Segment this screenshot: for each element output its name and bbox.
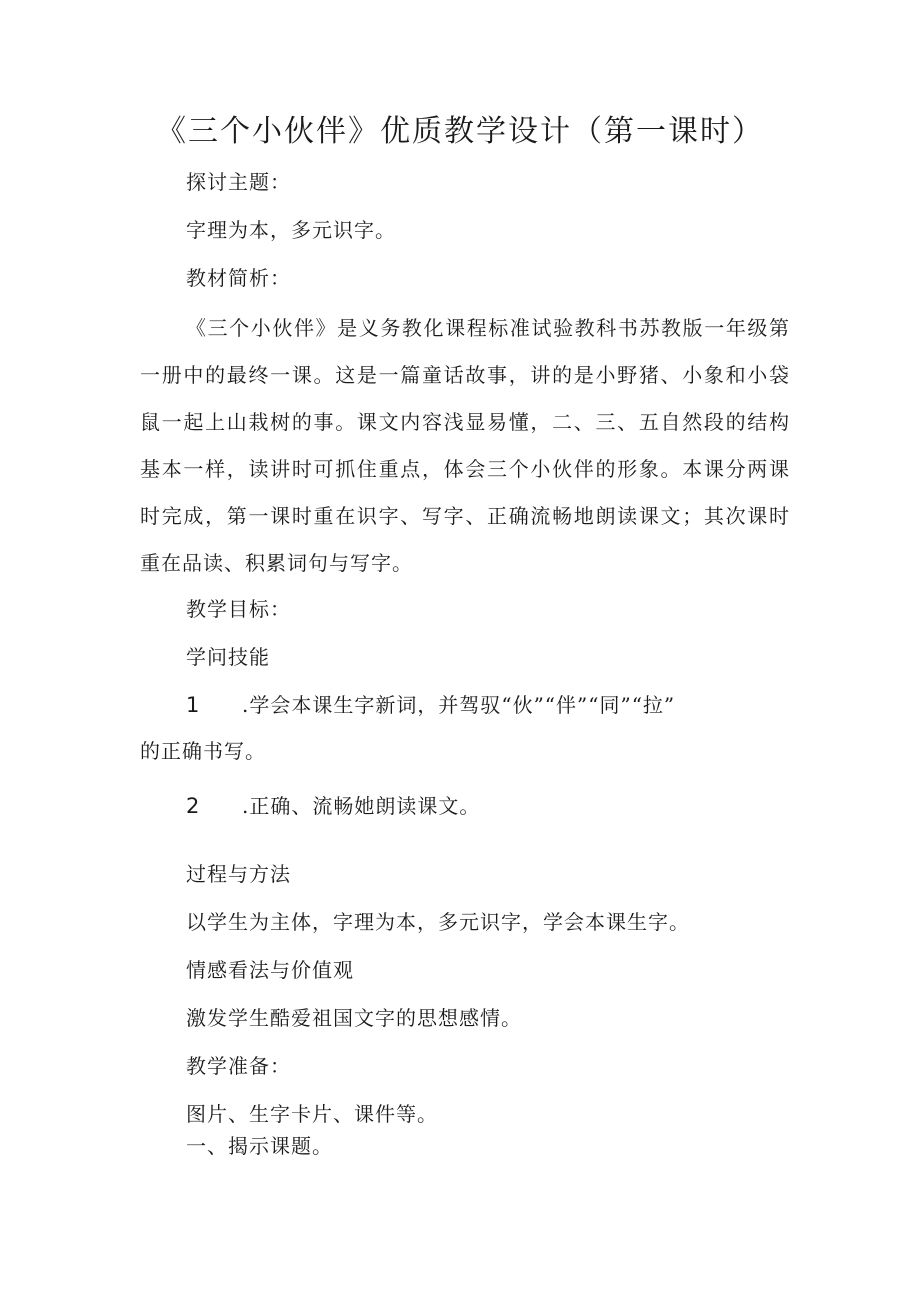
process-heading: 过程与方法: [186, 862, 291, 886]
step-1-heading: 一、揭示课题。: [186, 1134, 333, 1158]
document-title: 《三个小伙伴》优质教学设计（第一课时）: [156, 114, 764, 149]
prep-text: 图片、生字卡片、课件等。: [186, 1102, 438, 1126]
goal-item-1-text: .学会本课生字新词，并驾驭“伙”“伴”“同”“拉”: [242, 693, 676, 717]
topic-heading: 探讨主题：: [186, 170, 291, 194]
analysis-paragraph: 《三个小伙伴》是义务教化课程标准试验教科书苏教版一年级第一册中的最终一课。这是一篇童话故事，讲的是小野猪、小象和小袋鼠一起上山栽树的事。课文内容浅显易懂，二、三、五自然段的结构基本一样，读讲时可抓住重点，体会三个小伙伴的形象。本课分两课时完成，第一课时重在识字、写字、正确流畅地朗读课文；其次课时重在品读、积累词句与写字。: [140, 316, 790, 575]
goal-item-2: [186, 786, 480, 826]
goal-item-1: [186, 685, 675, 725]
goal-item-2-text: .正确、流畅她朗读课文。: [242, 794, 481, 818]
topic-text: 字理为本，多元识字。: [186, 218, 396, 242]
process-text: 以学生为主体，字理为本，多元识字，学会本课生字。: [186, 910, 690, 934]
analysis-heading: 教材简析：: [186, 266, 291, 290]
emotion-heading: 情感看法与价值观: [186, 958, 354, 982]
goal-item-1-number: 1: [186, 693, 201, 717]
goal-item-2-number: 2: [186, 794, 201, 818]
prep-heading: 教学准备：: [186, 1054, 291, 1078]
knowledge-heading: 学问技能: [186, 645, 270, 669]
goal-item-1-continuation: 的正确书写。: [140, 739, 266, 763]
emotion-text: 激发学生酷爱祖国文字的思想感情。: [186, 1006, 522, 1030]
goals-heading: 教学目标：: [186, 597, 291, 621]
